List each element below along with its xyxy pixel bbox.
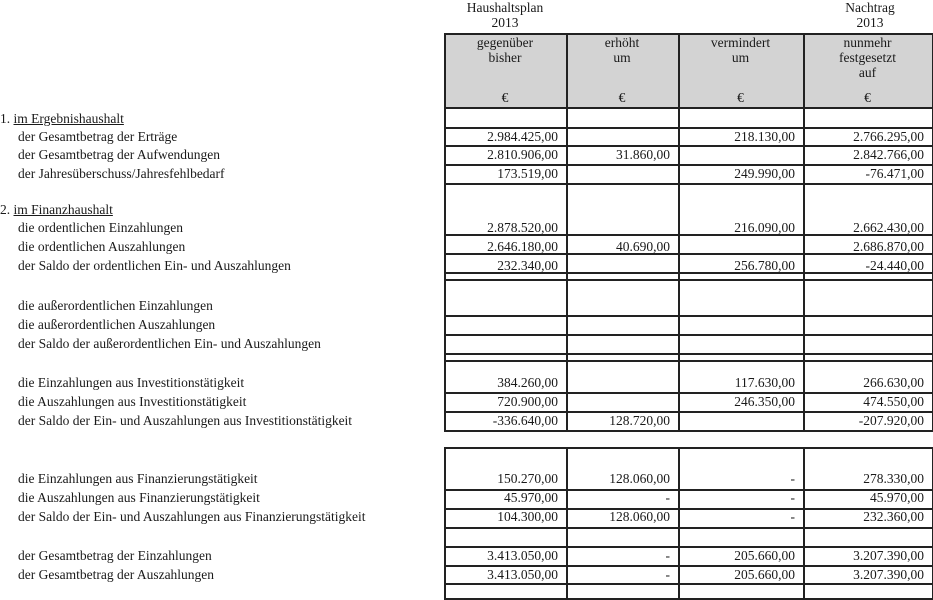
table-cell: -336.640,00: [492, 413, 558, 428]
table-cell: 384.260,00: [497, 375, 558, 390]
table-cell: 45.970,00: [504, 490, 558, 505]
table-cell: -: [790, 471, 795, 486]
table-cell: 3.207.390,00: [853, 548, 924, 563]
column-header-text: um: [613, 50, 631, 65]
row-label: die Einzahlungen aus Investitionstätigkeit: [18, 375, 245, 390]
header-right-title-line2: 2013: [856, 15, 884, 30]
column-divider: [566, 33, 568, 432]
table-border-bottom: [444, 598, 932, 600]
currency-unit: €: [864, 90, 871, 105]
table-cell: 128.720,00: [609, 413, 670, 428]
table-cell: -: [790, 509, 795, 524]
table-cell: -24.440,00: [865, 258, 924, 273]
column-header-text: vermindert: [710, 35, 771, 50]
row-label: die Auszahlungen aus Investitionstätigkeit: [18, 394, 247, 409]
row-divider: [444, 279, 932, 281]
table-cell: 3.207.390,00: [853, 567, 924, 582]
table-cell: 2.662.430,00: [853, 220, 924, 235]
row-label: der Jahresüberschuss/Jahresfehlbedarf: [18, 166, 225, 181]
table-cell: 117.630,00: [734, 375, 795, 390]
table-cell: 173.519,00: [497, 166, 558, 181]
section-number: 2.: [0, 202, 14, 217]
table-cell: 2.686.870,00: [853, 239, 924, 254]
section-heading: [0, 201, 113, 219]
table-cell: 40.690,00: [616, 239, 670, 254]
column-header-text: auf: [858, 65, 877, 80]
table-cell: 104.300,00: [497, 509, 558, 524]
section-title: im Finanzhaushalt: [13, 202, 113, 217]
table-cell: -207.920,00: [858, 413, 924, 428]
table-cell: 45.970,00: [870, 490, 924, 505]
table-cell: 256.780,00: [734, 258, 795, 273]
table-cell: 3.413.050,00: [487, 567, 558, 582]
row-label: der Gesamtbetrag der Auszahlungen: [18, 567, 215, 582]
row-divider: [444, 360, 932, 362]
table-cell: -: [665, 567, 670, 582]
row-label: die ordentlichen Einzahlungen: [18, 220, 183, 235]
table-cell: 232.360,00: [863, 509, 924, 524]
header-left-title-line1: Haushaltsplan: [466, 0, 544, 15]
row-label: der Saldo der außerordentlichen Ein- und Auszahlungen: [18, 336, 321, 351]
table-cell: 2.842.766,00: [853, 147, 924, 162]
row-label: der Gesamtbetrag der Einzahlungen: [18, 548, 212, 563]
table-border-top: [444, 33, 932, 35]
header-right-title-line1: Nachtrag: [845, 0, 895, 15]
row-label: die ordentlichen Auszahlungen: [18, 239, 186, 254]
table-cell: 246.350,00: [734, 394, 795, 409]
table-cell: 720.900,00: [497, 394, 558, 409]
table-cell: -: [790, 490, 795, 505]
table-cell: 150.270,00: [497, 471, 558, 486]
table-cell: -: [665, 490, 670, 505]
table-cell: 218.130,00: [734, 129, 795, 144]
section-number: 1.: [0, 111, 14, 126]
column-header-text: festgesetzt: [839, 50, 896, 65]
table-cell: 474.550,00: [863, 394, 924, 409]
table-cell: 3.413.050,00: [487, 548, 558, 563]
row-label: die außerordentlichen Auszahlungen: [18, 317, 216, 332]
row-divider: [444, 107, 932, 109]
currency-unit: €: [501, 90, 509, 105]
table-cell: 278.330,00: [863, 471, 924, 486]
table-cell: 266.630,00: [863, 375, 924, 390]
row-label: die Einzahlungen aus Finanzierungstätigkeit: [18, 471, 258, 486]
currency-unit: €: [618, 90, 626, 105]
column-header-text: erhöht: [604, 35, 640, 50]
section-heading: [0, 110, 124, 128]
row-label: der Saldo der Ein- und Auszahlungen aus Finanzierungstätigkeit: [18, 509, 366, 524]
table-cell: 232.340,00: [497, 258, 558, 273]
table-cell: 2.984.425,00: [487, 129, 558, 144]
currency-unit: €: [737, 90, 744, 105]
row-label: der Saldo der Ein- und Auszahlungen aus Investitionstätigkeit: [18, 413, 353, 428]
table-cell: 2.766.295,00: [853, 129, 924, 144]
column-header-text: bisher: [488, 50, 522, 65]
table-cell: 31.860,00: [616, 147, 670, 162]
table-cell: 205.660,00: [734, 548, 795, 563]
row-label: der Saldo der ordentlichen Ein- und Auszahlungen: [18, 258, 291, 273]
column-header-text: um: [731, 50, 750, 65]
table-cell: 2.646.180,00: [487, 239, 558, 254]
row-label: der Gesamtbetrag der Erträge: [18, 129, 178, 144]
table-cell: 2.810.906,00: [487, 147, 558, 162]
column-header-text: nunmehr: [843, 35, 892, 50]
row-divider: [444, 334, 932, 336]
table-cell: 128.060,00: [609, 509, 670, 524]
section-title: im Ergebnishaushalt: [13, 111, 124, 126]
header-left-title: [450, 0, 560, 30]
header-right-title: [815, 0, 925, 30]
table-cell: 249.990,00: [734, 166, 795, 181]
header-left-title-line2: 2013: [491, 15, 519, 30]
table-cell: 205.660,00: [734, 567, 795, 582]
row-label: die Auszahlungen aus Finanzierungstätigkeit: [18, 490, 260, 505]
table-cell: 216.090,00: [734, 220, 795, 235]
row-divider: [444, 183, 932, 185]
table-cell: 128.060,00: [609, 471, 670, 486]
table-border-top: [444, 447, 932, 449]
row-divider: [444, 353, 932, 355]
row-divider: [444, 527, 932, 529]
column-header-text: gegenüber: [476, 35, 534, 50]
row-label: der Gesamtbetrag der Aufwendungen: [18, 147, 221, 162]
row-label: die außerordentlichen Einzahlungen: [18, 298, 213, 313]
row-divider: [444, 315, 932, 317]
table-cell: -76.471,00: [865, 166, 924, 181]
table-cell: 2.878.520,00: [487, 220, 558, 235]
table-border-bottom: [444, 430, 932, 432]
table-cell: -: [665, 548, 670, 563]
